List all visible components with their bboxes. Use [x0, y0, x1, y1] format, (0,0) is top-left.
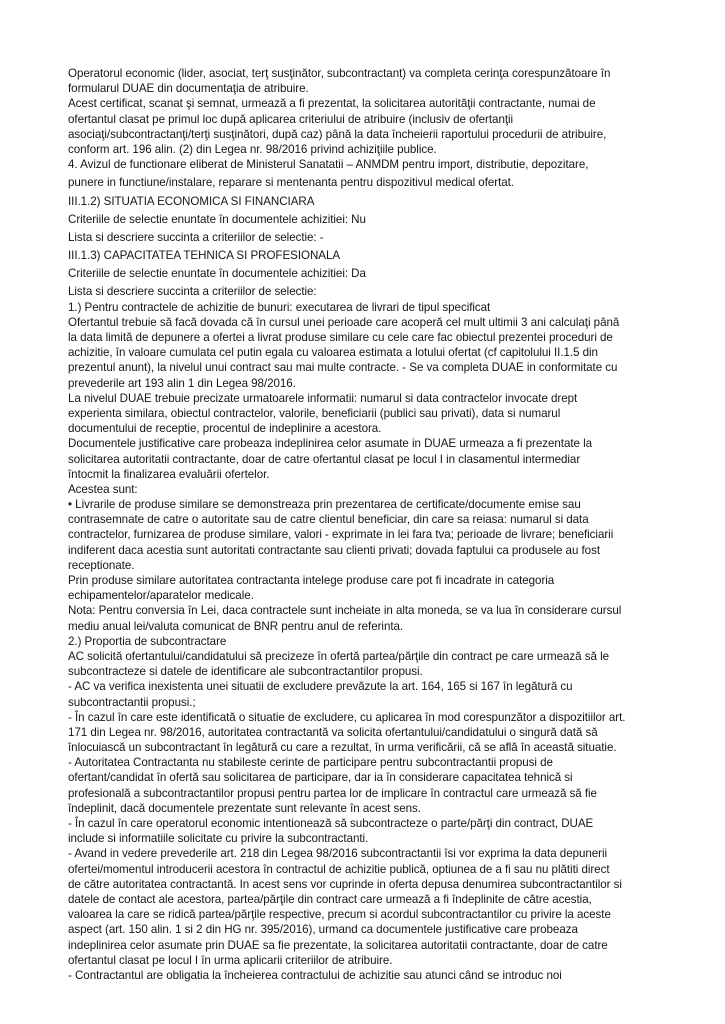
text-line: 171 din Legea nr. 98/2016, autoritatea contractantă va solicita ofertantului/candidatului o singură dată să [68, 725, 598, 739]
section-heading: III.1.2) SITUATIA ECONOMICA SI FINANCIARA [68, 194, 315, 208]
text-line: mediu anual lei/valuta comunicat de BNR pentru anul de referinta. [68, 619, 404, 633]
text-line: ofertantul clasat pe locul I în urma aplicarii criteriilor de atribuire. [68, 953, 393, 967]
text-line: Lista si descriere succinta a criteriilor de selectie: - [68, 230, 324, 244]
text-line: la data limită de depunere a ofertei a livrat produse similare cu cele care fac obiectul prezentei proceduri de [68, 331, 613, 344]
text-line: 1.) Pentru contractele de achizitie de bunuri: executarea de livrari de tipul specificat [68, 300, 491, 314]
text-line: - Autoritatea Contractanta nu stabileste cerinte de participare pentru subcontractantii propusi de [68, 756, 553, 770]
text-line: documentului de receptie, procentul de indeplinire a acestora. [68, 422, 382, 436]
text-line: solicitarea autoritatii contractante, doar de catre ofertantul clasat pe locul I in clasamentul intermediar [68, 452, 581, 466]
text-line: Operatorul economic (lider, asociat, terţ susţinător, subcontractant) va completa cerinţa corespunzătoare în [68, 67, 611, 80]
text-line: - Avand in vedere prevederile art. 218 din Legea 98/2016 subcontractantii îsi vor exprima la data depunerii [68, 847, 608, 861]
text-line: receptionate. [68, 558, 135, 572]
text-line: asociaţi/subcontractanţi/terţi susţinători, după caz) până la data încheierii raportului procedurii de atribuire, [68, 127, 607, 141]
text-line: - AC va verifica inexistenta unei situatii de excludere prevăzute la art. 164, 165 si 167 în legătură cu [68, 680, 573, 694]
text-line: achizitie, în valoare cumulata cel putin egala cu valoarea estimata a lotului ofertat (cf capitolului II.1.5 din [68, 346, 598, 360]
text-line: subcontractantii propusi.; [68, 695, 196, 709]
text-line: Criteriile de selectie enuntate în documentele achizitiei: Nu [68, 212, 366, 226]
text-line: Nota: Pentru conversia în Lei, daca contractele sunt incheiate in alta moneda, se va lua în considerare cursul [68, 604, 622, 618]
text-line: Acest certificat, scanat şi semnat, urmează a fi prezentat, la solicitarea autorităţii contractante, numai de [68, 97, 596, 111]
text-line: Criteriile de selectie enuntate în documentele achizitiei: Da [68, 267, 366, 281]
text-line: AC solicită ofertantului/candidatului să precizeze în ofertă partea/părţile din contract pe care urmează să le [68, 649, 609, 663]
text-line: Documentele justificative care probeaza indeplinirea celor asumate in DUAE urmeaza a fi prezentate la [68, 437, 593, 451]
text-line: 4. Avizul de functionare eliberat de Ministerul Sanatatii – ANMDM pentru import, distributie, depozitare, [68, 158, 589, 172]
text-line: Acestea sunt: [68, 482, 138, 496]
text-line: valoarea la care se ridică partea/părţile respective, precum si acordul subcontractantilor cu privire la aceste [68, 908, 611, 922]
text-line: aspect (art. 150 alin. 1 si 2 din HG nr. 395/2016), urmand ca documentele justificative care probeaza [68, 923, 578, 937]
text-line: Prin produse similare autoritatea contractanta intelege produse care pot fi incadrate in categoria [68, 574, 555, 587]
text-line: Ofertantul trebuie să facă dovada că în cursul unei perioade care acoperă cel mult ultimii 3 ani calculaţi până [68, 315, 620, 329]
text-line: include si informatiile solicitate cu privire la subcontractanti. [68, 832, 369, 846]
text-line: Lista si descriere succinta a criteriilor de selectie: [68, 285, 317, 299]
text-line: indiferent daca acestia sunt autoritati contractante sau clienti privati; dovada faptului ca produsele au fost [68, 543, 601, 557]
text-line: contrasemnate de catre o autoritate sau de catre clientul beneficiar, din care sa reiasa: numarul si data [68, 513, 589, 527]
text-line: - În cazul în care este identificată o situatie de excludere, cu aplicarea în mod corespunzător a dispozitiilor art. [68, 710, 626, 724]
text-line: profesională a subcontractantilor propusi pentru partea lor de implicare în contractul care urmează să fie [68, 786, 597, 800]
text-line: contractelor, furnizarea de produse similare, valori - exprimate in lei fara tva; perioade de livrare; beneficiarii [68, 528, 614, 542]
text-line: ofertei/momentul introducerii acestora în contractul de achizitie publică, optiunea de a fi sau nu plătiti direct [68, 862, 610, 876]
text-line: indeplinirea celor asumate prin DUAE sa fie prezentate, la solicitarea autoritatii contractante, doar de catre [68, 938, 608, 952]
text-line: ofertantul clasat pe primul loc după aplicarea criteriului de atribuire (inclusiv de ofertanţii [68, 112, 514, 126]
text-line: conform art. 196 alin. (2) din Legea nr. 98/2016 privind achiziţiile publice. [68, 142, 437, 156]
text-line: prevederile art 193 alin 1 din Legea 98/2016. [68, 376, 296, 390]
text-line: La nivelul DUAE trebuie precizate urmatoarele informatii: numarul si data contractelor invocate drept [68, 391, 578, 405]
text-line: ofertant/candidat în ofertă sau solicitarea de participare, dar ia în considerare capacitatea tehnică si [68, 771, 573, 785]
text-line: experienta similara, obiectul contractelor, valorile, beneficiarii (publici sau privati), data si numarul [68, 406, 561, 420]
text-line: punere in functiune/instalare, reparare si mentenanta pentru dispozitivul medical ofertat. [68, 176, 514, 190]
document-body [68, 66, 718, 983]
bullet-line: • Livrarile de produse similare se demonstreaza prin prezentarea de certificate/documente emise sau [68, 498, 581, 512]
text-line: 2.) Proportia de subcontractare [68, 634, 227, 648]
text-line: datele de contact ale acestora, partea/părţile din contract care urmează a fi îndeplinite de către acestia, [68, 892, 592, 906]
text-line: de către autoritatea contractantă. In acest sens vor cuprinde in oferta depusa denumirea subcontractantilor si [68, 877, 622, 891]
text-line: îndeplinit, dacă documentele prezentate sunt relevante în acest sens. [68, 801, 421, 815]
text-line: - Contractantul are obligatia la încheierea contractului de achizitie sau atunci când se introduc noi [68, 968, 562, 982]
text-line: întocmit la finalizarea evaluării ofertelor. [68, 467, 270, 481]
text-line: - În cazul în care operatorul economic intentionează să subcontracteze o parte/părţi din contract, DUAE [68, 817, 594, 830]
text-line: echipamentelor/aparatelor medicale. [68, 589, 254, 603]
section-heading: III.1.3) CAPACITATEA TEHNICA SI PROFESIONALA [68, 249, 341, 263]
text-line: înlocuiască un subcontractant în legătură cu care a rezultat, în urma verificării, că se află în această situatie. [68, 741, 617, 755]
text-line: formularul DUAE din documentaţia de atribuire. [68, 82, 309, 96]
text-line: prezentul anunt), la nivelul unui contract sau mai multe contracte. - Se va completa DUAE in conformitate cu [68, 361, 618, 375]
text-line: subcontracteze si datele de identificare ale subcontractantilor propusi. [68, 665, 423, 679]
